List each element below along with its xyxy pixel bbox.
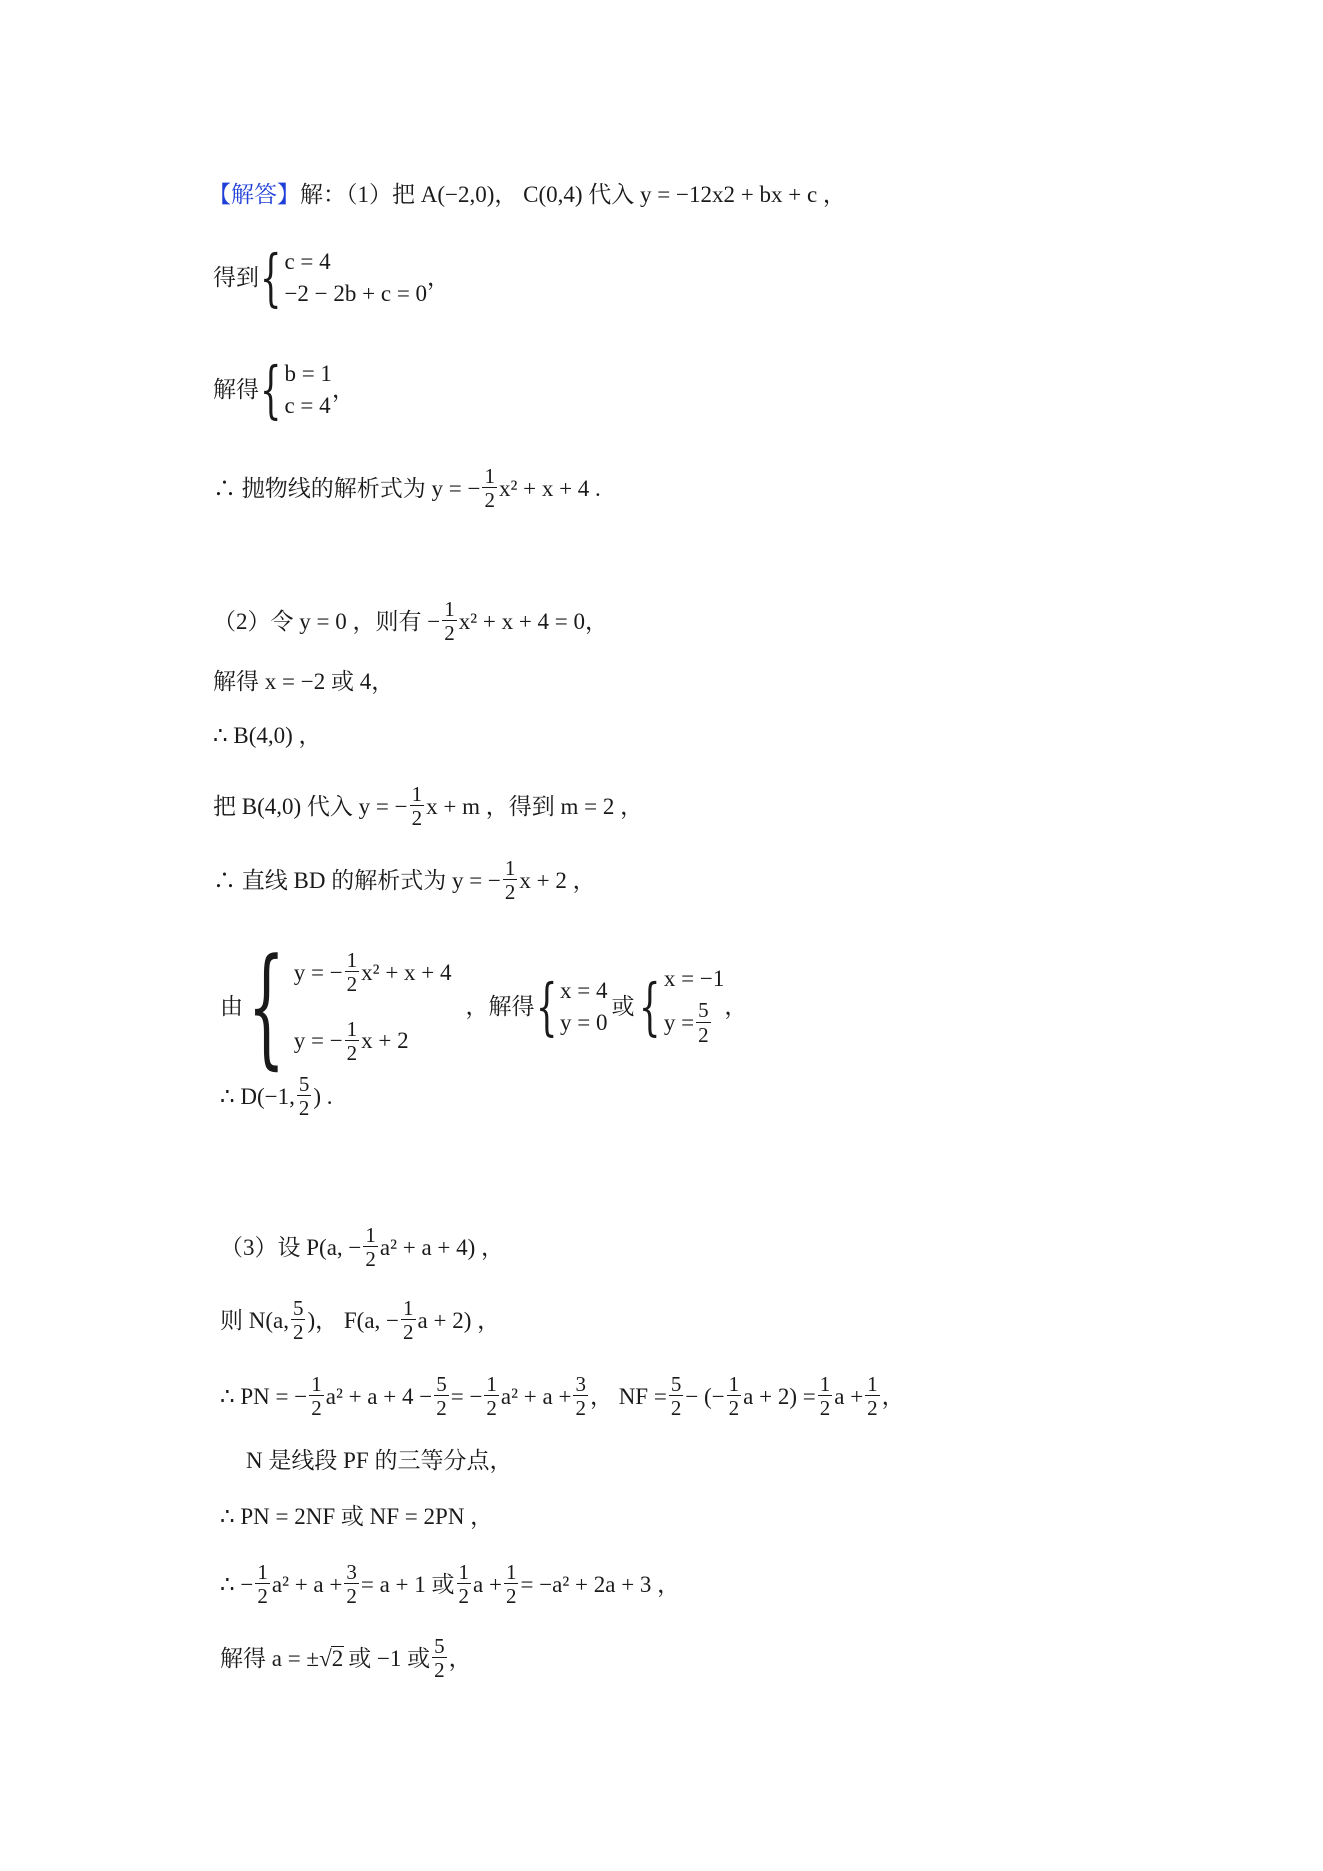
text: 则 N(a, <box>220 1307 289 1333</box>
text: ， NF = <box>589 1383 667 1409</box>
fraction <box>432 1635 447 1681</box>
denominator: 2 <box>458 1584 470 1609</box>
p2-l1 <box>213 598 608 644</box>
p3-l5 <box>220 1505 493 1528</box>
numerator: 1 <box>411 782 423 806</box>
denominator: 2 <box>867 1396 878 1421</box>
denominator: 2 <box>411 806 423 831</box>
numerator: 1 <box>484 464 495 488</box>
text: （3）设 P(a, − <box>220 1234 362 1260</box>
p3-l6 <box>220 1561 680 1607</box>
fraction <box>363 1224 378 1270</box>
numerator: 1 <box>365 1223 376 1247</box>
text: ∴ PN = − <box>220 1383 308 1409</box>
text: = a + 1 或 <box>360 1571 455 1597</box>
text: x² + x + 4 = 0， <box>458 608 609 634</box>
text: ∴ B(4,0) ， <box>213 723 322 748</box>
row: x = −1 <box>663 966 725 992</box>
text: = −a² + 2a + 3 ， <box>520 1571 681 1597</box>
p2-l3 <box>213 724 322 747</box>
fraction <box>345 1018 360 1064</box>
fraction <box>727 1373 742 1419</box>
numerator: 5 <box>698 998 709 1023</box>
text: a + 2) = <box>743 1383 816 1409</box>
denominator: 2 <box>434 1658 445 1683</box>
text: y = − <box>293 959 343 985</box>
equation-system: { c = 4 −2 − 2b + c = 0 <box>259 241 428 314</box>
fraction <box>696 999 711 1045</box>
sqrt-symbol: √ <box>319 1645 332 1671</box>
answer-tag: 【解答】 <box>208 182 300 207</box>
row: −2 − 2b + c = 0 <box>284 281 428 307</box>
text: x + m ，得到 m = 2 ， <box>426 793 644 819</box>
suffix: ， <box>331 377 355 403</box>
text: ∴ PN = 2NF 或 NF = 2PN ， <box>220 1504 494 1529</box>
suffix: ， <box>427 265 451 291</box>
heading-text: 解：（1）把 A(−2,0)， C(0,4) 代入 y = −12x2 + bx + c ， <box>300 182 846 207</box>
text: a² + a + 4) ， <box>379 1234 505 1260</box>
fraction <box>865 1373 880 1419</box>
fraction <box>309 1373 324 1419</box>
denominator: 2 <box>575 1396 586 1421</box>
p1-system-1 <box>213 241 451 314</box>
text: a + <box>473 1571 502 1597</box>
denominator: 2 <box>311 1396 322 1421</box>
equation-system: { x = −1 y = $\frac{5}{2}$ <box>639 966 725 1047</box>
numerator: 1 <box>311 1372 322 1396</box>
denominator: 2 <box>819 1396 831 1421</box>
fraction <box>345 949 360 995</box>
p2-l6 <box>220 930 748 1082</box>
fraction <box>503 857 518 903</box>
fraction <box>291 1297 306 1343</box>
fraction <box>297 1073 312 1119</box>
numerator: 1 <box>458 1560 470 1584</box>
numerator: 1 <box>444 597 455 621</box>
numerator: 1 <box>403 1296 414 1320</box>
text: 解得 x = −2 或 4， <box>213 669 395 694</box>
p2-l7 <box>220 1073 333 1119</box>
text: a² + a + 4 − <box>325 1383 433 1409</box>
numerator: 1 <box>346 1016 358 1041</box>
sqrt-radicand: 2 <box>331 1646 344 1672</box>
numerator: 1 <box>819 1372 831 1396</box>
p1-l2-prefix: 得到 <box>213 265 259 291</box>
fraction <box>818 1373 833 1419</box>
fraction <box>573 1373 588 1419</box>
text: ) . <box>313 1083 333 1109</box>
fraction <box>457 1561 472 1607</box>
denominator: 2 <box>670 1396 682 1421</box>
row: x = 4 <box>559 977 608 1003</box>
numerator: 1 <box>486 1372 497 1396</box>
denominator: 2 <box>298 1096 310 1121</box>
text: x + 2 ， <box>519 867 596 893</box>
text: 把 B(4,0) 代入 y = − <box>213 793 408 819</box>
numerator: 5 <box>670 1372 682 1396</box>
fraction <box>410 783 425 829</box>
fraction <box>434 1373 449 1419</box>
text: x² + x + 4 <box>361 959 452 985</box>
row: b = 1 <box>284 361 332 387</box>
denominator: 2 <box>257 1584 268 1609</box>
denominator: 2 <box>484 488 495 513</box>
p2-l2 <box>213 670 394 693</box>
text: ∴ D(−1, <box>220 1083 295 1109</box>
heading-line <box>208 183 846 206</box>
numerator: 1 <box>505 1560 517 1584</box>
numerator: 3 <box>575 1372 586 1396</box>
p3-l2 <box>220 1297 500 1343</box>
denominator: 2 <box>346 1040 358 1065</box>
fraction <box>482 465 497 511</box>
row: c = 4 <box>284 249 331 275</box>
denominator: 2 <box>292 1320 304 1345</box>
denominator: 2 <box>365 1247 376 1272</box>
text: ∴ 直线 BD 的解析式为 y = − <box>213 867 501 893</box>
p2-l5 <box>213 857 596 903</box>
text: a + 2) ， <box>417 1307 501 1333</box>
fraction <box>442 598 457 644</box>
text: y = <box>663 1010 695 1035</box>
numerator: 5 <box>298 1072 310 1096</box>
numerator: 5 <box>436 1372 447 1396</box>
text: x + 2 <box>361 1028 409 1054</box>
denominator: 2 <box>728 1396 740 1421</box>
denominator: 2 <box>505 1584 517 1609</box>
denominator: 2 <box>486 1396 497 1421</box>
text: ∴ 抛物线的解析式为 y = − <box>213 475 481 501</box>
numerator: 1 <box>346 948 358 973</box>
fraction <box>401 1297 416 1343</box>
text: N 是线段 PF 的三等分点， <box>246 1448 513 1473</box>
p3-l4 <box>246 1449 512 1472</box>
row <box>294 949 452 995</box>
text: ，解得 <box>465 994 535 1019</box>
p1-system-2 <box>213 353 355 426</box>
text: )， F(a, − <box>307 1307 400 1333</box>
text: a² + a + <box>500 1383 572 1409</box>
row <box>664 999 724 1045</box>
numerator: 1 <box>728 1372 740 1396</box>
p3-l1 <box>220 1224 504 1270</box>
row: y = 0 <box>559 1009 608 1035</box>
denominator: 2 <box>504 880 516 905</box>
numerator: 5 <box>434 1634 445 1658</box>
text: = − <box>450 1383 483 1409</box>
fraction <box>255 1561 270 1607</box>
numerator: 3 <box>346 1560 357 1584</box>
denominator: 2 <box>346 972 358 997</box>
numerator: 1 <box>504 856 516 880</box>
fraction <box>504 1561 519 1607</box>
text: ， <box>881 1383 905 1409</box>
denominator: 2 <box>346 1584 357 1609</box>
row <box>294 1018 452 1064</box>
denominator: 2 <box>436 1396 447 1421</box>
equation-system: { x = 4 y = 0 <box>535 969 608 1043</box>
p2-l4 <box>213 783 643 829</box>
equation-system: { b = 1 c = 4 <box>259 353 332 426</box>
p3-l7 <box>220 1635 472 1681</box>
text: 或 −1 或 <box>348 1645 431 1671</box>
text: y = − <box>293 1028 343 1054</box>
equation-system: { y = − $\frac{1}{2}$ x² + x + 4 y = − $\frac{1}{2}$ x + 2 <box>247 930 452 1082</box>
denominator: 2 <box>444 621 455 646</box>
numerator: 1 <box>867 1372 878 1396</box>
text: a² + a + <box>271 1571 343 1597</box>
text: ， <box>724 994 748 1019</box>
text: 解得 a = ± <box>220 1645 320 1671</box>
text: − (− <box>685 1383 725 1409</box>
text: ∴ − <box>220 1571 254 1597</box>
numerator: 1 <box>257 1560 268 1584</box>
text: 或 <box>611 994 635 1019</box>
text: ， <box>448 1645 472 1671</box>
p1-l3-prefix: 解得 <box>213 377 259 403</box>
fraction <box>484 1373 499 1419</box>
row: c = 4 <box>284 393 331 419</box>
text: （2）令 y = 0 ，则有 − <box>213 608 441 634</box>
denominator: 2 <box>698 1022 709 1047</box>
text: x² + x + 4 . <box>498 475 601 501</box>
fraction <box>344 1561 359 1607</box>
p1-parabola <box>213 465 601 511</box>
denominator: 2 <box>403 1320 414 1345</box>
numerator: 5 <box>292 1296 304 1320</box>
fraction <box>669 1373 684 1419</box>
text: 由 <box>220 994 243 1019</box>
p3-l3 <box>220 1373 905 1419</box>
text: a + <box>834 1383 864 1409</box>
